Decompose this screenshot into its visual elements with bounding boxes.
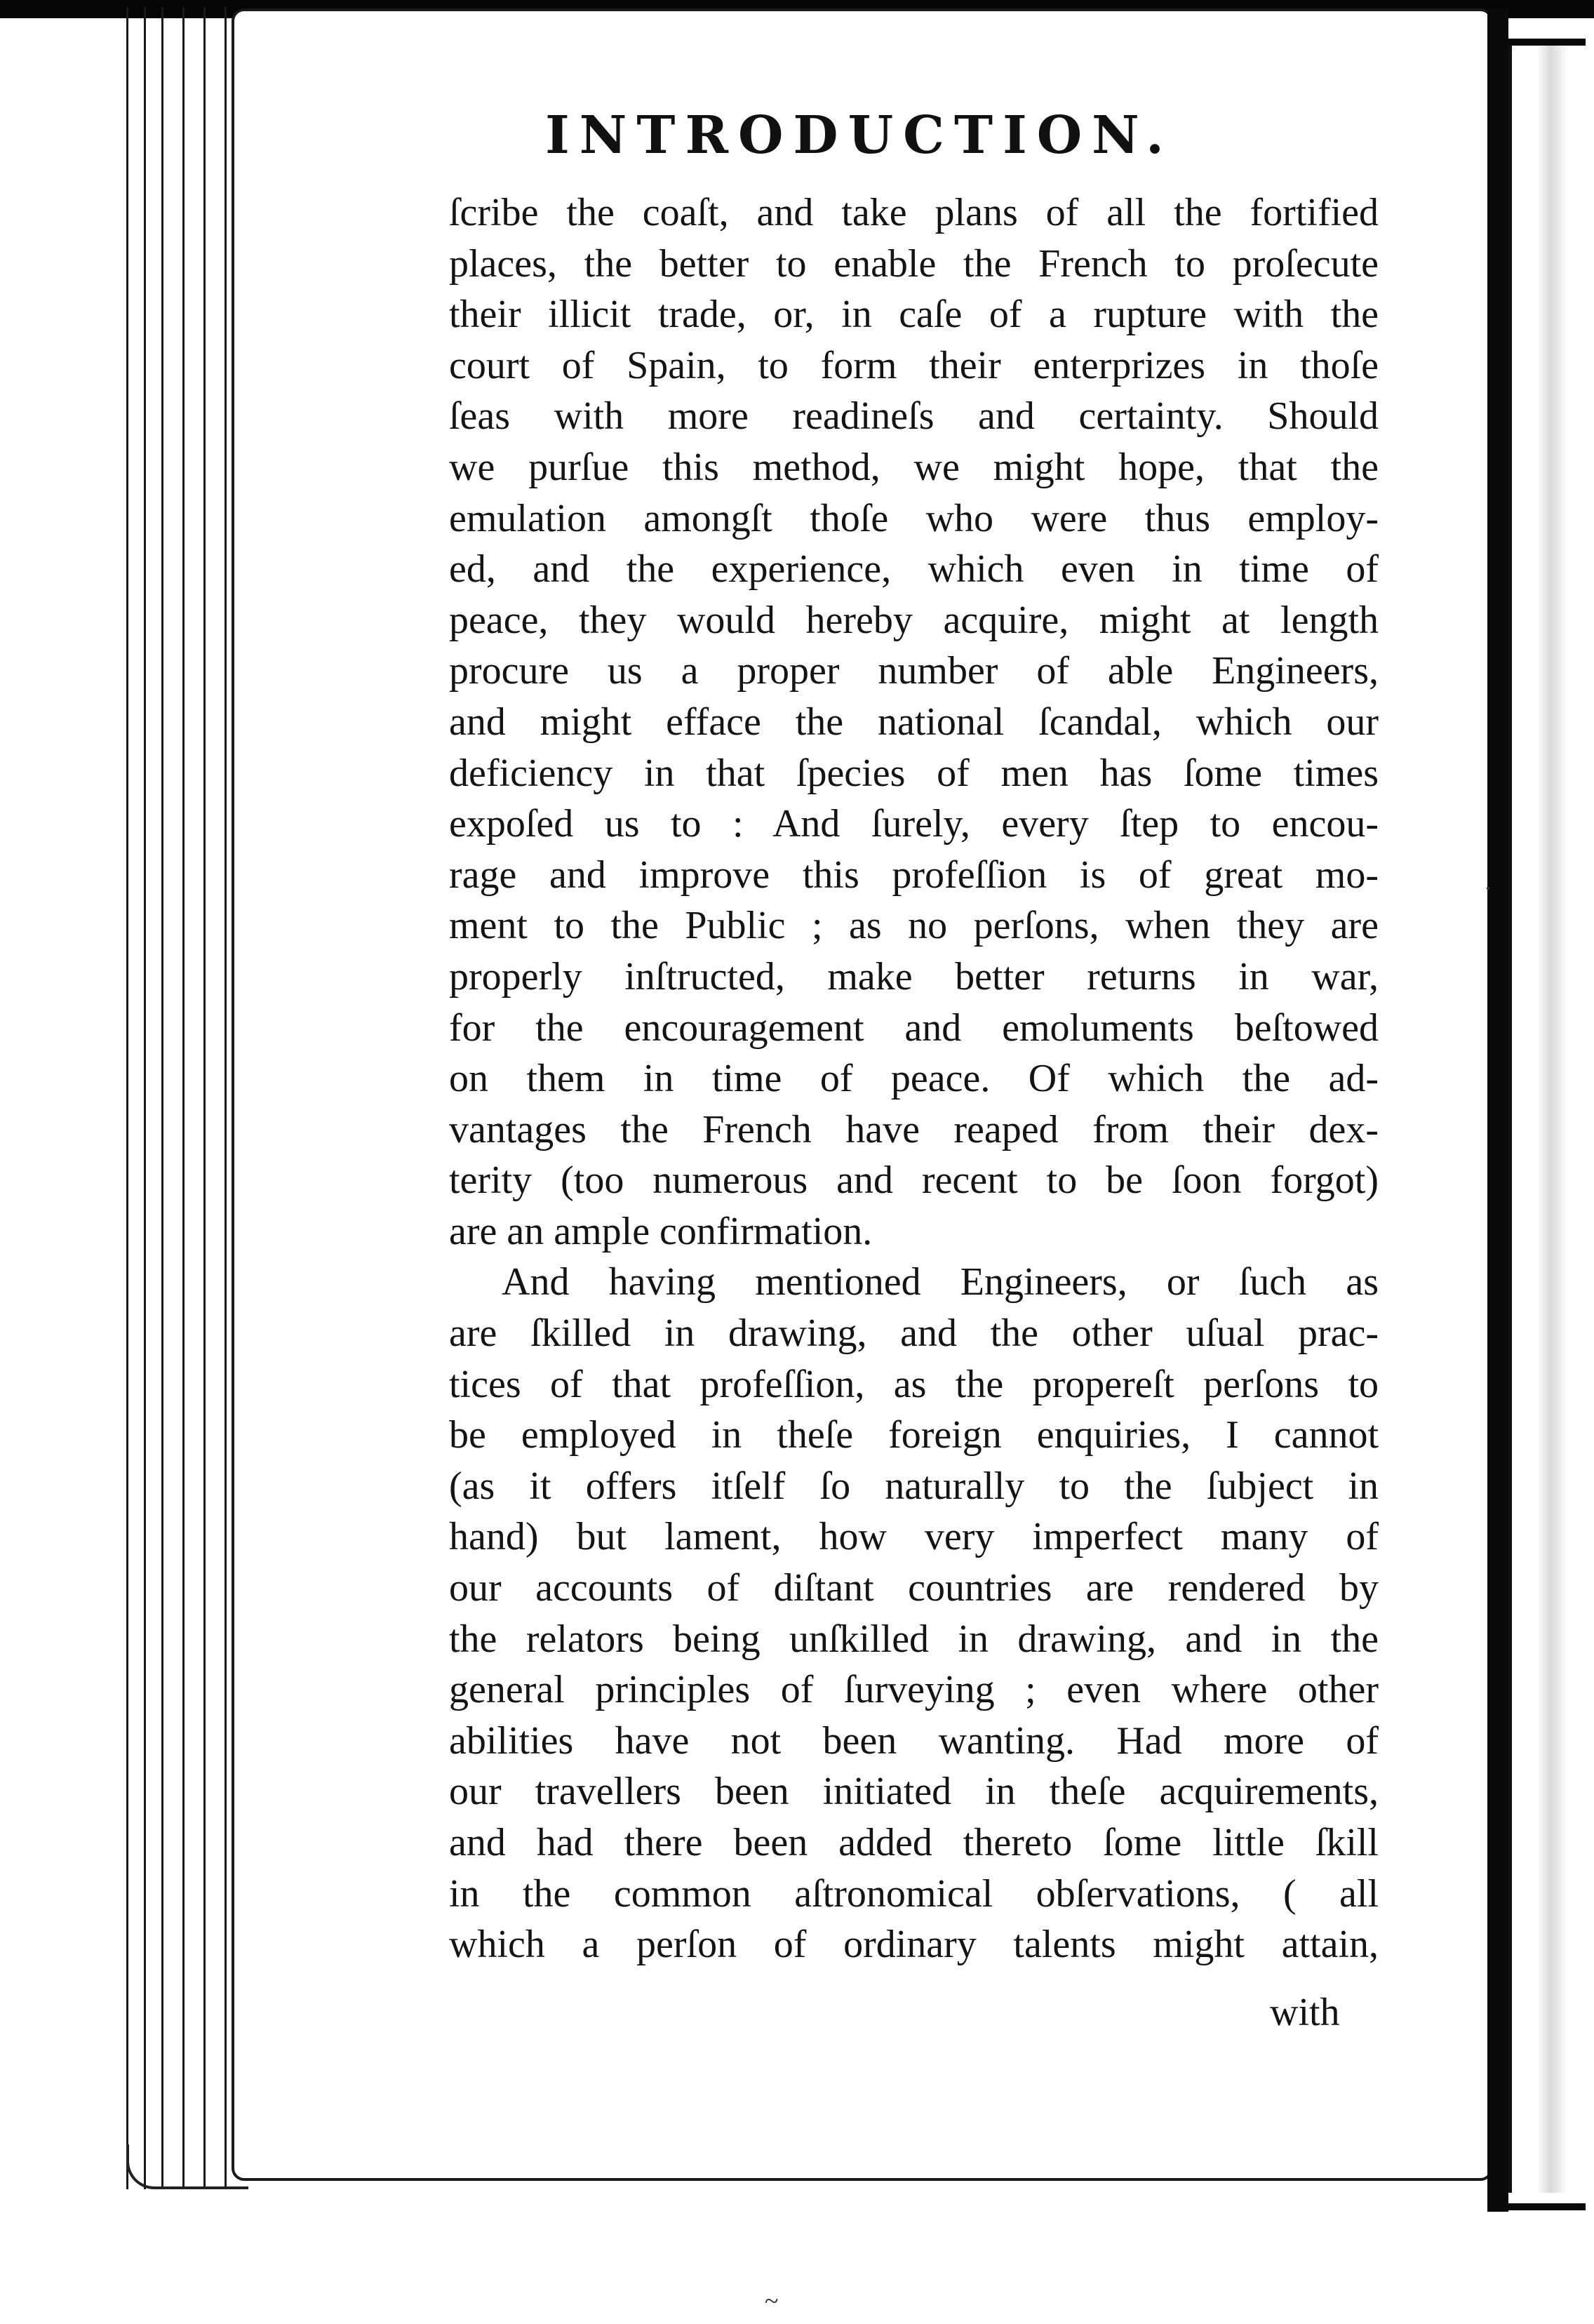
page-edge-line (203, 7, 206, 2189)
facing-page-top (1508, 39, 1586, 95)
stacked-page-edges (105, 7, 246, 2189)
text-line: peace, they would hereby acquire, might at length (449, 598, 1379, 642)
text-line: the relators being unſkilled in drawing, and in the (449, 1617, 1379, 1661)
margin-speck: · (1484, 874, 1492, 902)
text-line: procure us a proper number of able Engineers, (449, 649, 1379, 693)
text-line: (as it offers itſelf ſo naturally to the ſubject in (449, 1464, 1379, 1508)
text-line: and had there been added thereto ſome little ſkill (449, 1821, 1379, 1864)
facing-page-edge (1508, 39, 1582, 2193)
text-line: places, the better to enable the French to proſecute (449, 241, 1379, 286)
text-line: their illicit trade, or, in caſe of a rupture with the (449, 293, 1379, 337)
text-line: deficiency in that ſpecies of men has ſome times (449, 751, 1379, 795)
catchword: with (1270, 1991, 1340, 2034)
text-line: court of Spain, to form their enterprizes in thoſe (449, 343, 1379, 387)
scan-speck: ~ (765, 2287, 779, 2315)
text-line: emulation amongſt thoſe who were thus employ- (449, 496, 1379, 540)
text-line: on them in time of peace. Of which the ad- (449, 1057, 1379, 1101)
text-line: in the common aſtronomical obſervations, ( all (449, 1871, 1379, 1916)
page-edge-line (161, 7, 163, 2189)
paragraph-first-line: And having mentioned Engineers, or ſuch as (502, 1260, 1379, 1304)
page-edge-line (225, 7, 227, 2189)
text-line: we purſue this method, we might hope, that the (449, 445, 1379, 489)
text-line: tices of that profeſſion, as the propereſt perſons to (449, 1362, 1379, 1406)
text-line: our travellers been initiated in theſe acquirements, (449, 1770, 1379, 1814)
page-edge-line (144, 7, 146, 2189)
page-stack-curve (126, 2144, 248, 2189)
running-header: INTRODUCTION. (545, 105, 1174, 166)
text-line: are an ample confirmation. (449, 1209, 873, 1253)
text-line: for the encouragement and emoluments beſtowed (449, 1006, 1379, 1050)
text-line: properly inſtructed, make better returns in war, (449, 954, 1379, 999)
text-line: ed, and the experience, which even in time of (449, 547, 1379, 592)
binding-gutter (1487, 8, 1508, 2212)
text-line: are ſkilled in drawing, and the other uſual prac- (449, 1311, 1379, 1356)
text-line: our accounts of diſtant countries are rendered by (449, 1566, 1379, 1610)
text-line: ſcribe the coaſt, and take plans of all the fortified (449, 191, 1379, 234)
text-line: hand) but lament, how very imperfect many of (449, 1515, 1379, 1559)
text-line: vantages the French have reaped from their dex- (449, 1107, 1379, 1151)
text-line: abilities have not been wanting. Had more of (449, 1718, 1379, 1763)
text-line: and might efface the national ſcandal, which our (449, 700, 1379, 744)
text-line: which a perſon of ordinary talents might attain, (449, 1923, 1379, 1967)
text-line: ſeas with more readineſs and certainty. Should (449, 394, 1379, 439)
text-line: rage and improve this profeſſion is of great mo- (449, 853, 1379, 897)
facing-page-bottom (1508, 2161, 1586, 2210)
body-text (449, 187, 1379, 1970)
page-edge-line (182, 7, 185, 2189)
text-line: general principles of ſurveying ; even where other (449, 1668, 1379, 1712)
page-edge-line (126, 7, 128, 2189)
text-line: terity (too numerous and recent to be ſoon forgot) (449, 1158, 1379, 1203)
text-line: be employed in theſe foreign enquiries, I cannot (449, 1413, 1379, 1457)
text-line: expoſed us to : And ſurely, every ſtep to encou- (449, 802, 1379, 846)
text-line: ment to the Public ; as no perſons, when they are (449, 904, 1379, 948)
